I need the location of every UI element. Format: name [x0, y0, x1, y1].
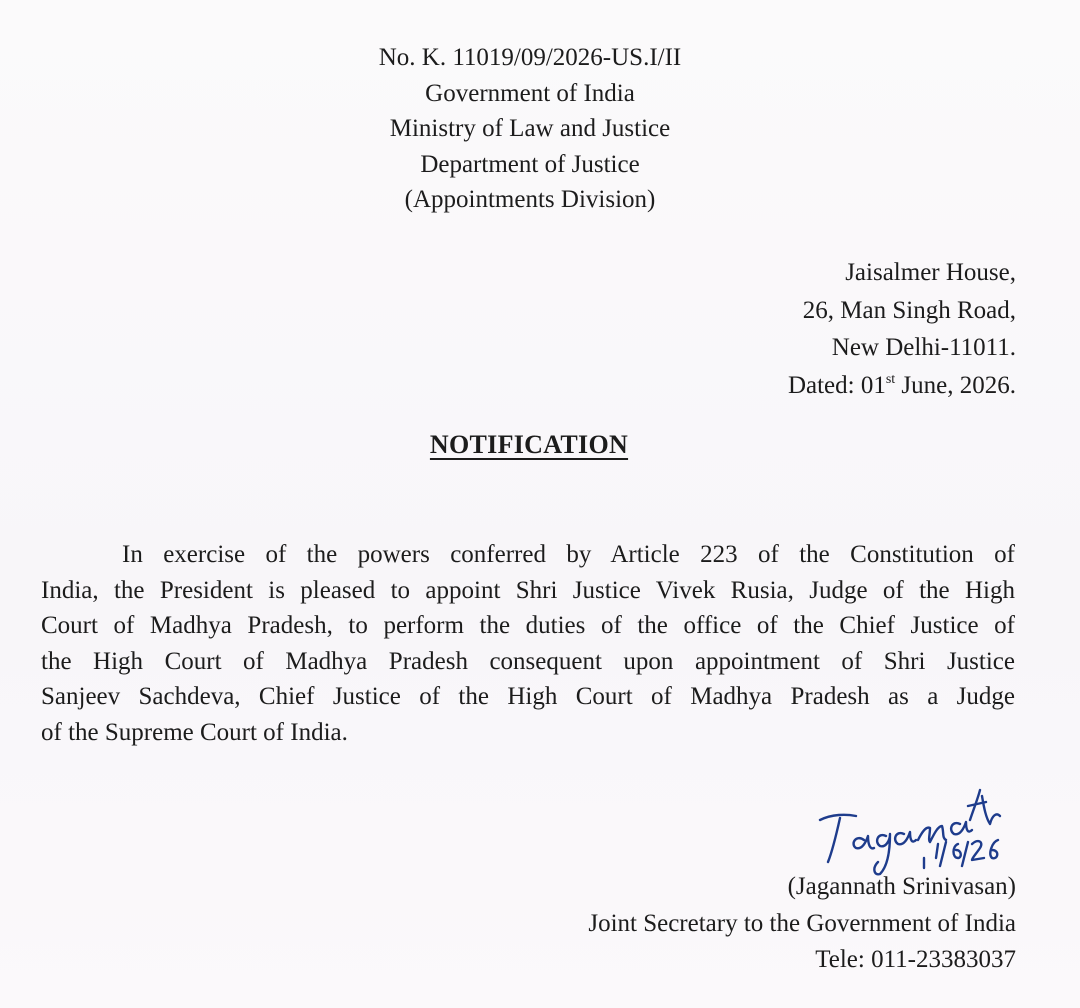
body-line: India, the President is pleased to appoint Shri Justice Vivek Rusia, Judge of the High	[41, 576, 1015, 604]
body-line: Sanjeev Sachdeva, Chief Justice of the High Court of Madhya Pradesh as a Judge	[41, 683, 1015, 711]
address-line-3: New Delhi-11011.	[831, 334, 1016, 361]
notification-title-text: NOTIFICATION	[429, 430, 629, 459]
body-line: Court of Madhya Pradesh, to perform the duties of the office of the Chief Justice of	[41, 612, 1015, 640]
date-ordinal: st	[885, 371, 896, 387]
department-line: Department of Justice	[420, 150, 640, 178]
address-line-1: Jaisalmer House,	[845, 259, 1016, 286]
division-line: (Appointments Division)	[404, 186, 656, 213]
notification-title	[0, 430, 1058, 460]
notification-body	[41, 537, 1015, 751]
date-line	[788, 367, 1016, 405]
file-number: No. K. 11019/09/2026-US.I/II	[378, 44, 682, 71]
government-line: Government of India	[425, 79, 635, 107]
signatory-designation: Joint Secretary to the Government of India	[588, 909, 1016, 937]
ministry-line: Ministry of Law and Justice	[389, 115, 671, 142]
handwritten-signature	[812, 778, 1002, 878]
date-prefix: Dated: 01	[787, 371, 886, 399]
signatory-name: (Jagannath Srinivasan)	[787, 873, 1016, 900]
address-line-2: 26, Man Singh Road,	[802, 296, 1016, 324]
signature-block	[588, 869, 1016, 979]
signatory-telephone: Tele: 011-23383037	[815, 946, 1016, 973]
date-rest: June, 2026.	[895, 371, 1016, 399]
document-header	[230, 40, 830, 218]
body-line: In exercise of the powers conferred by Article 223 of the Constitution of	[122, 541, 1015, 568]
body-line: of the Supreme Court of India.	[41, 718, 348, 746]
address-block	[788, 254, 1016, 404]
body-line: the High Court of Madhya Pradesh consequent upon appointment of Shri Justice	[41, 647, 1015, 675]
